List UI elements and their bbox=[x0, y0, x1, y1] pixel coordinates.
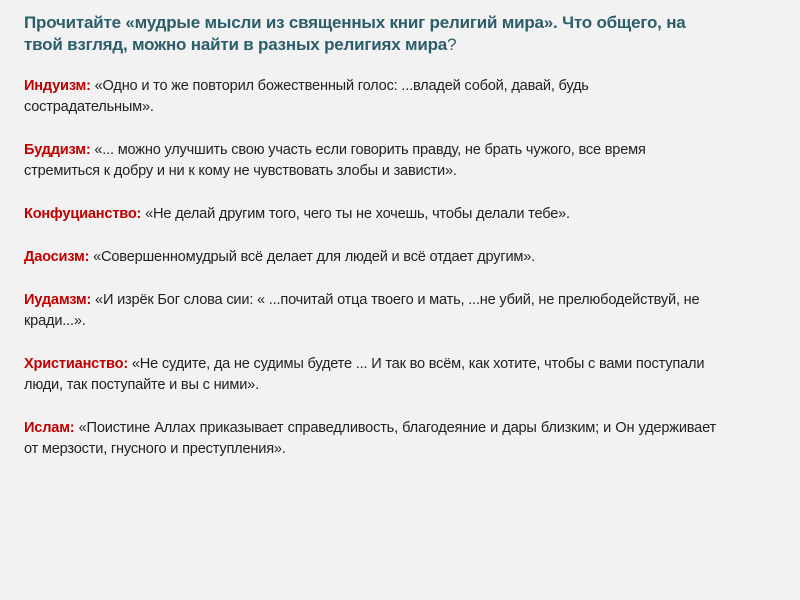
quote-christianity bbox=[24, 354, 716, 396]
slide bbox=[24, 12, 716, 482]
quote-hinduism bbox=[24, 76, 716, 118]
quote-buddhism bbox=[24, 140, 716, 182]
quote-text: «Не судите, да не судимы будете ... И так во всём, как хотите, чтобы с вами поступали люди, так поступайте и вы с ними». bbox=[24, 356, 705, 393]
quote-text: «Не делай другим того, чего ты не хочешь, чтобы делали тебе». bbox=[141, 206, 570, 222]
religion-label: Конфуцианство: bbox=[24, 206, 142, 222]
quote-text: «... можно улучшить свою участь если говорить правду, не брать чужого, все время стремиться к добру и ни к кому не чувствовать злобы и зависти». bbox=[24, 142, 646, 179]
quote-text: «Поистине Аллах приказывает справедливость, благодеяние и дары близким; и Он удерживает от мерзости, гнусного и преступления». bbox=[24, 420, 716, 457]
religion-label: Иудамзм: bbox=[24, 292, 92, 308]
quote-taoism bbox=[24, 247, 716, 268]
religion-label: Буддизм: bbox=[24, 142, 91, 158]
religion-label: Христианство: bbox=[24, 356, 129, 372]
quote-text: «Совершенномудрый всё делает для людей и всё отдает другим». bbox=[89, 249, 536, 265]
religion-label: Ислам: bbox=[24, 420, 75, 436]
slide-title: Прочитайте «мудрые мысли из священных книг религий мира». Что общего, на твой взгляд, можно найти в разных религиях мира? bbox=[24, 13, 686, 54]
quote-confucianism bbox=[24, 204, 716, 225]
quote-text: «И изрёк Бог слова сии: « ...почитай отца твоего и мать, ...не убий, не прелюбодействуй, не кради...». bbox=[24, 292, 700, 329]
quote-text: «Одно и то же повторил божественный голос: ...владей собой, давай, будь сострадательным». bbox=[24, 78, 589, 115]
religion-label: Даосизм: bbox=[24, 249, 90, 265]
quote-judaism bbox=[24, 290, 716, 332]
quote-islam bbox=[24, 418, 716, 460]
religion-label: Индуизм: bbox=[24, 78, 91, 94]
